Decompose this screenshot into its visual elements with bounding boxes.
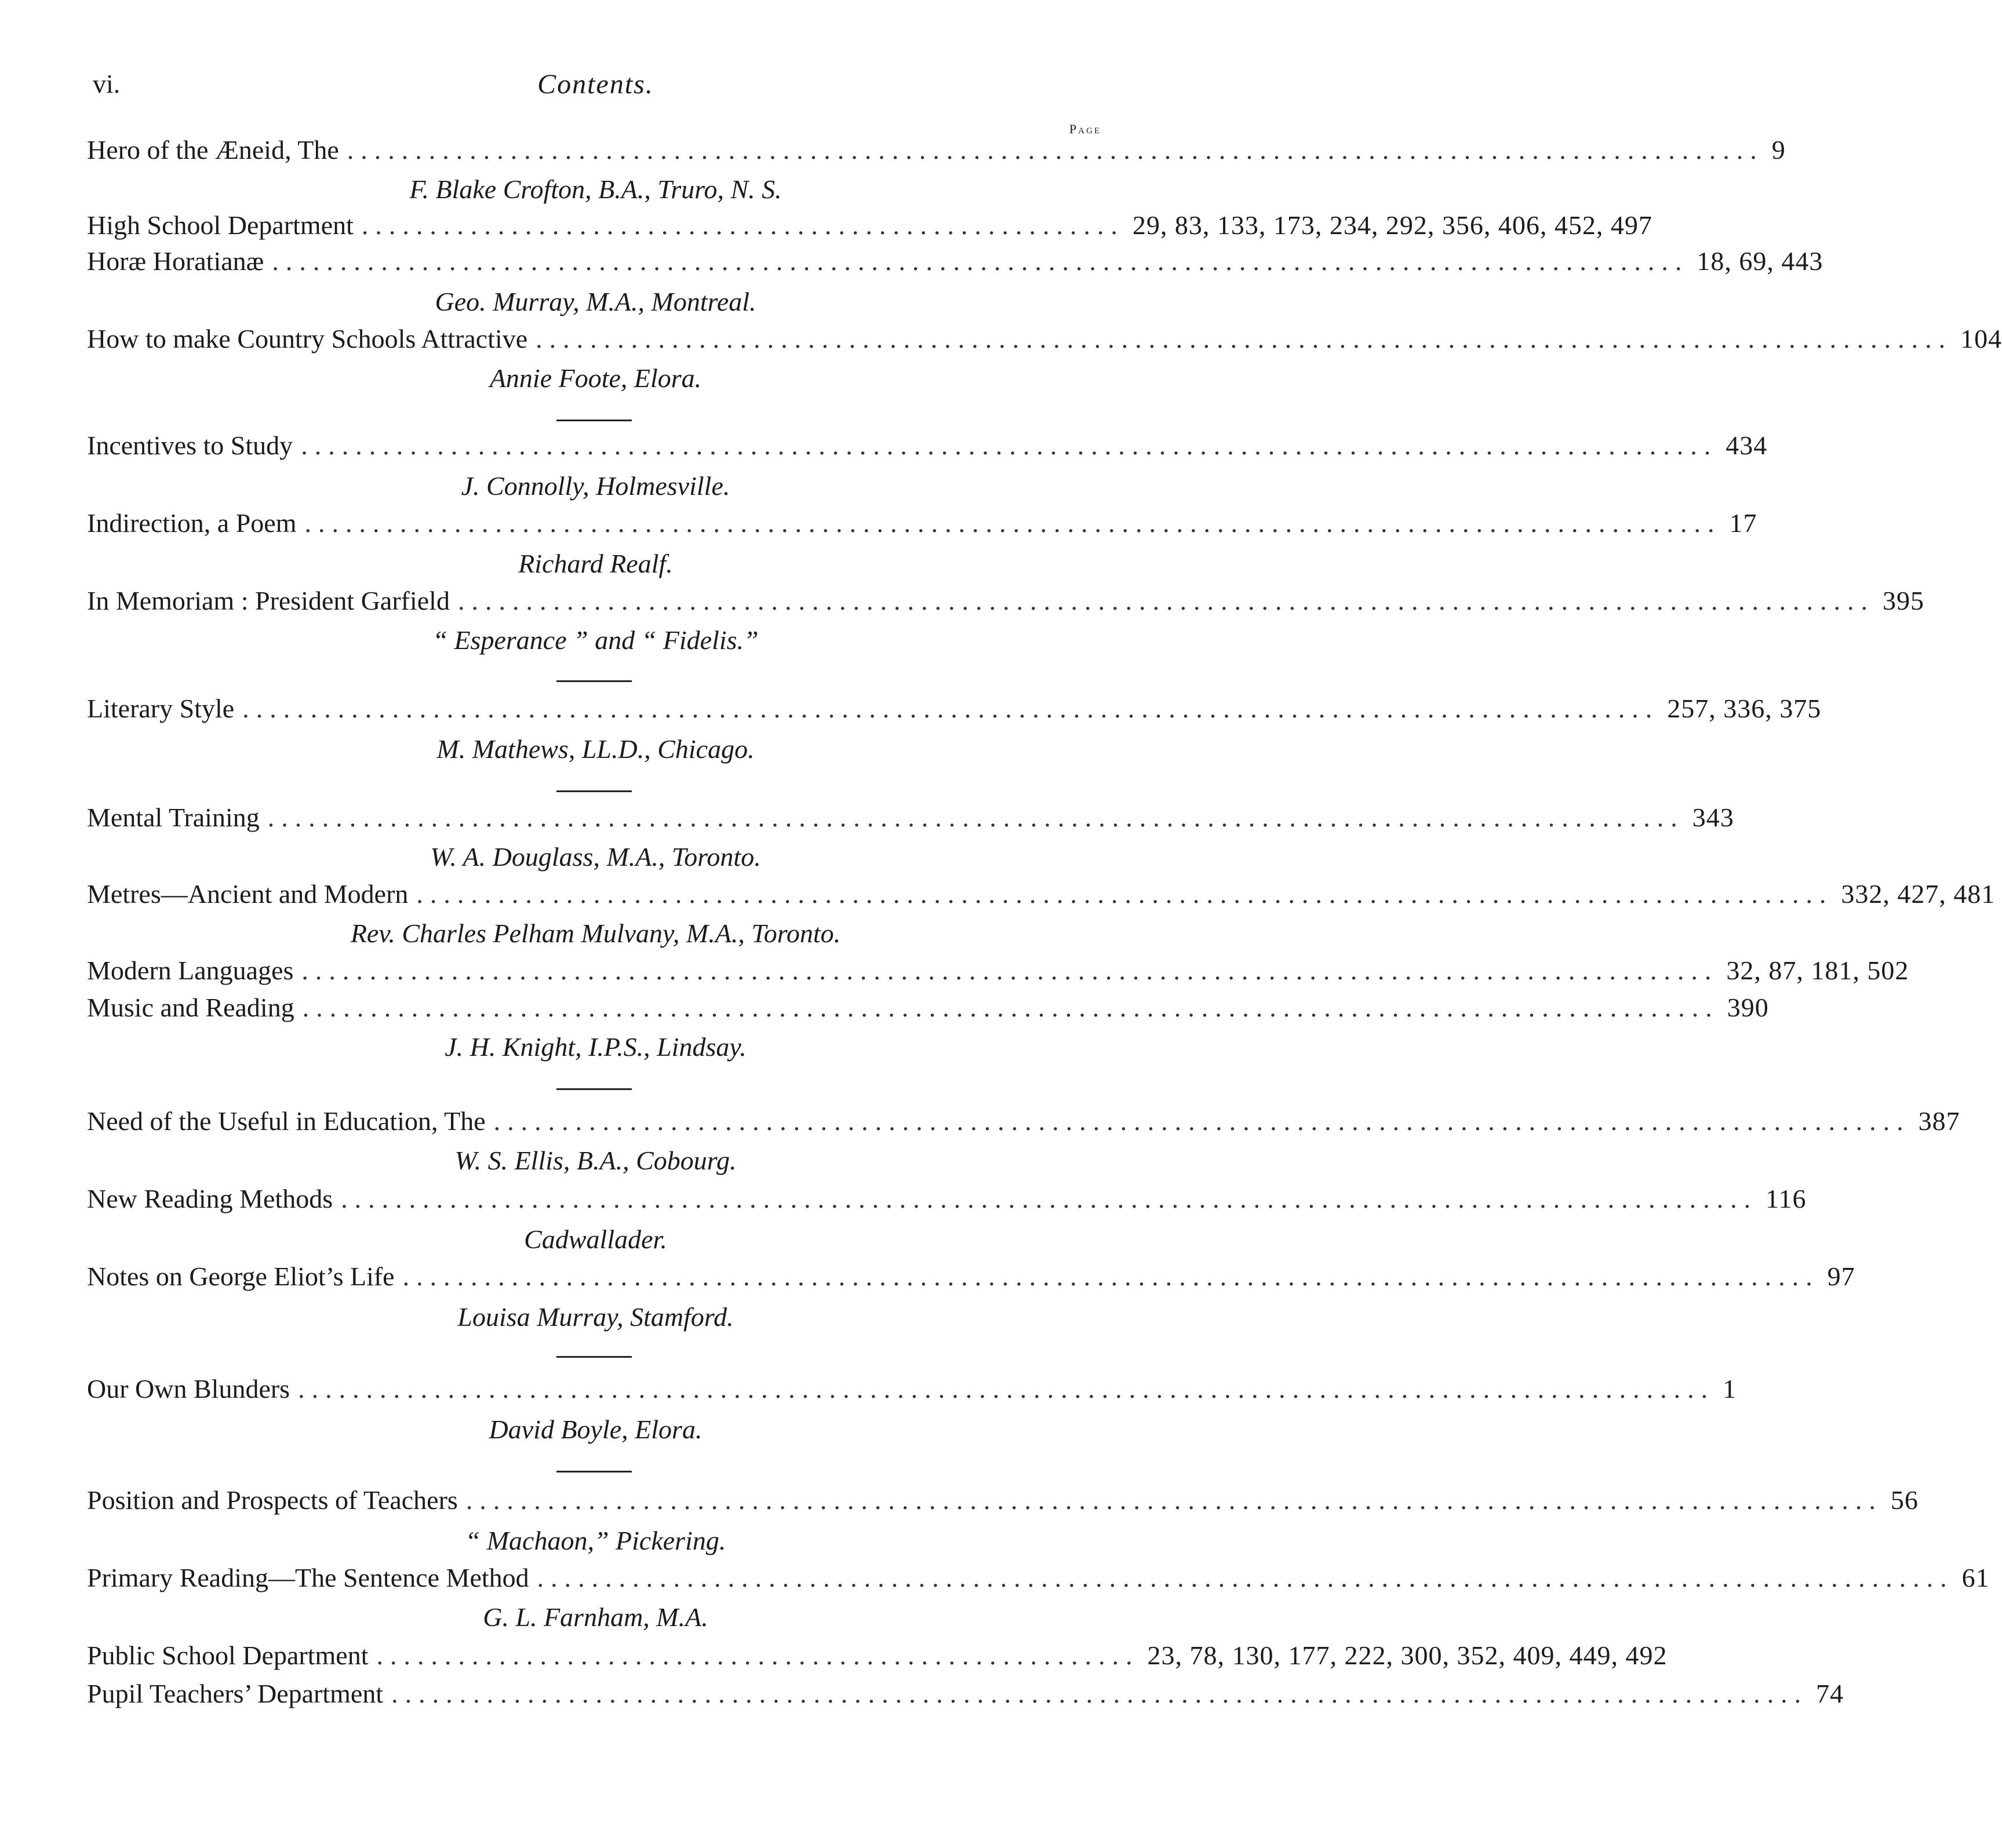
entry-pages: 17 bbox=[1729, 508, 1757, 538]
entry-author: M. Mathews, LL.D., Chicago. bbox=[436, 734, 755, 764]
entry-pages: 395 bbox=[1882, 586, 1924, 615]
leader-dots: ........................................................................................................ bbox=[465, 1485, 1883, 1515]
entry-author: “ Machaon,” Pickering. bbox=[465, 1526, 726, 1555]
leader-dots: ........................................................................................................ bbox=[272, 246, 1689, 276]
toc-entry-public-school-department bbox=[87, 1640, 1668, 1671]
entry-pages: 97 bbox=[1827, 1262, 1855, 1291]
leader-dots: ........................................................................................................ bbox=[341, 1184, 1758, 1213]
entry-title: Our Own Blunders bbox=[87, 1374, 290, 1404]
leader-dots: ........................................................ bbox=[361, 210, 1124, 240]
leader-dots: ........................................................................................................ bbox=[537, 1563, 1954, 1592]
entry-pages: 23, 78, 130, 177, 222, 300, 352, 409, 449, 492 bbox=[1147, 1641, 1668, 1670]
entry-title: Horæ Horatianæ bbox=[87, 246, 264, 276]
toc-entry-need-of-the-useful bbox=[87, 1106, 1960, 1136]
entry-pages: 343 bbox=[1692, 803, 1734, 832]
entry-title: Hero of the Æneid, The bbox=[87, 135, 339, 165]
entry-pages: 56 bbox=[1890, 1485, 1919, 1515]
leader-dots: ........................................................................................................ bbox=[347, 135, 1764, 165]
section-divider bbox=[556, 1356, 632, 1358]
toc-entry-high-school-department bbox=[87, 210, 1652, 240]
entry-pages: 29, 83, 133, 173, 234, 292, 356, 406, 452, 497 bbox=[1132, 210, 1652, 240]
leader-dots: ........................................................................................................ bbox=[242, 694, 1659, 723]
leader-dots: ........................................................................................................ bbox=[402, 1262, 1819, 1291]
toc-entry-in-memoriam bbox=[87, 585, 1924, 616]
section-divider bbox=[556, 1088, 632, 1090]
entry-pages: 104 bbox=[1960, 324, 2002, 353]
leader-dots: ........................................................................................................ bbox=[416, 879, 1833, 909]
entry-author: Cadwallader. bbox=[524, 1224, 667, 1254]
entry-title: Public School Department bbox=[87, 1641, 369, 1670]
toc-entry-indirection bbox=[87, 508, 1757, 538]
toc-entry-primary-reading bbox=[87, 1562, 1990, 1593]
entry-author: Richard Realf. bbox=[518, 549, 673, 578]
toc-entry-horae-horatianae bbox=[87, 246, 1823, 276]
entry-title: Pupil Teachers’ Department bbox=[87, 1679, 384, 1708]
entry-pages: 332, 427, 481 bbox=[1841, 879, 1996, 909]
entry-pages: 257, 336, 375 bbox=[1667, 694, 1822, 723]
entry-title: High School Department bbox=[87, 210, 354, 240]
entry-title: Music and Reading bbox=[87, 993, 294, 1022]
leader-dots: ........................................................................................................ bbox=[301, 956, 1719, 985]
entry-author: W. A. Douglass, M.A., Toronto. bbox=[430, 842, 761, 872]
entry-title: Notes on George Eliot’s Life bbox=[87, 1262, 395, 1291]
entry-author: G. L. Farnham, M.A. bbox=[483, 1602, 708, 1632]
entry-title: Literary Style bbox=[87, 694, 235, 723]
entry-author: W. S. Ellis, B.A., Cobourg. bbox=[454, 1146, 737, 1175]
entry-title: Incentives to Study bbox=[87, 431, 293, 460]
section-divider bbox=[556, 790, 632, 792]
leader-dots: ........................................................................................................ bbox=[267, 803, 1684, 832]
section-divider bbox=[556, 420, 632, 421]
toc-entry-modern-languages bbox=[87, 955, 1909, 986]
entry-pages: 18, 69, 443 bbox=[1697, 246, 1823, 276]
entry-author: Geo. Murray, M.A., Montreal. bbox=[435, 287, 756, 316]
page-title: Contents. bbox=[537, 69, 654, 100]
entry-title: New Reading Methods bbox=[87, 1184, 333, 1213]
leader-dots: ........................................................................................................ bbox=[391, 1679, 1808, 1708]
entry-title: How to make Country Schools Attractive bbox=[87, 324, 528, 353]
toc-entry-metres bbox=[87, 879, 1996, 909]
entry-author: J. H. Knight, I.P.S., Lindsay. bbox=[445, 1032, 747, 1062]
section-divider bbox=[556, 1471, 632, 1472]
toc-entry-music-and-reading bbox=[87, 992, 1769, 1023]
leader-dots: ........................................................................................................ bbox=[298, 1374, 1715, 1404]
entry-title: Metres—Ancient and Modern bbox=[87, 879, 409, 909]
entry-pages: 434 bbox=[1726, 431, 1768, 460]
entry-author: J. Connolly, Holmesville. bbox=[461, 471, 730, 501]
toc-entry-our-own-blunders bbox=[87, 1373, 1737, 1404]
leader-dots: ........................................................................................................ bbox=[304, 508, 1721, 538]
toc-entry-country-schools bbox=[87, 323, 2002, 354]
entry-title: Position and Prospects of Teachers bbox=[87, 1485, 458, 1515]
entry-pages: 32, 87, 181, 502 bbox=[1726, 956, 1909, 985]
entry-pages: 116 bbox=[1766, 1184, 1807, 1213]
toc-entry-pupil-teachers-department bbox=[87, 1678, 1844, 1709]
toc-entry-new-reading-methods bbox=[87, 1183, 1807, 1214]
entry-title: Need of the Useful in Education, The bbox=[87, 1106, 486, 1136]
leader-dots: ........................................................................................................ bbox=[536, 324, 1953, 353]
entry-author: Louisa Murray, Stamford. bbox=[457, 1302, 734, 1332]
entry-author: David Boyle, Elora. bbox=[489, 1415, 702, 1444]
toc-entry-mental-training bbox=[87, 802, 1734, 833]
entry-pages: 61 bbox=[1961, 1563, 1990, 1592]
entry-title: Mental Training bbox=[87, 803, 260, 832]
leader-dots: ........................................................................................................ bbox=[301, 431, 1718, 460]
entry-title: Primary Reading—The Sentence Method bbox=[87, 1563, 529, 1592]
leader-dots: ........................................................................................................ bbox=[493, 1106, 1910, 1136]
entry-title: Indirection, a Poem bbox=[87, 508, 297, 538]
toc-entry-incentives-to-study bbox=[87, 430, 1768, 461]
entry-pages: 74 bbox=[1816, 1679, 1844, 1708]
entry-title: In Memoriam : President Garfield bbox=[87, 586, 450, 615]
toc-entry-hero-of-the-aeneid bbox=[87, 134, 1786, 165]
leader-dots: ........................................................ bbox=[376, 1641, 1140, 1670]
page-column-label: Page bbox=[1069, 122, 1101, 136]
entry-pages: 390 bbox=[1727, 993, 1769, 1022]
leader-dots: ........................................................................................................ bbox=[457, 586, 1874, 615]
entry-title: Modern Languages bbox=[87, 956, 294, 985]
toc-entry-literary-style bbox=[87, 693, 1822, 724]
page-number: vi. bbox=[93, 69, 121, 99]
entry-pages: 1 bbox=[1723, 1374, 1737, 1404]
entry-pages: 387 bbox=[1918, 1106, 1960, 1136]
entry-author: Annie Foote, Elora. bbox=[489, 363, 702, 393]
toc-entry-george-eliot bbox=[87, 1261, 1855, 1292]
entry-author: “ Esperance ” and “ Fidelis.” bbox=[432, 625, 759, 655]
entry-author: Rev. Charles Pelham Mulvany, M.A., Toronto. bbox=[350, 918, 841, 948]
entry-pages: 9 bbox=[1771, 135, 1786, 165]
toc-entry-position-and-prospects bbox=[87, 1485, 1919, 1515]
section-divider bbox=[556, 680, 632, 682]
leader-dots: ........................................................................................................ bbox=[302, 993, 1719, 1022]
entry-author: F. Blake Crofton, B.A., Truro, N. S. bbox=[409, 174, 782, 204]
